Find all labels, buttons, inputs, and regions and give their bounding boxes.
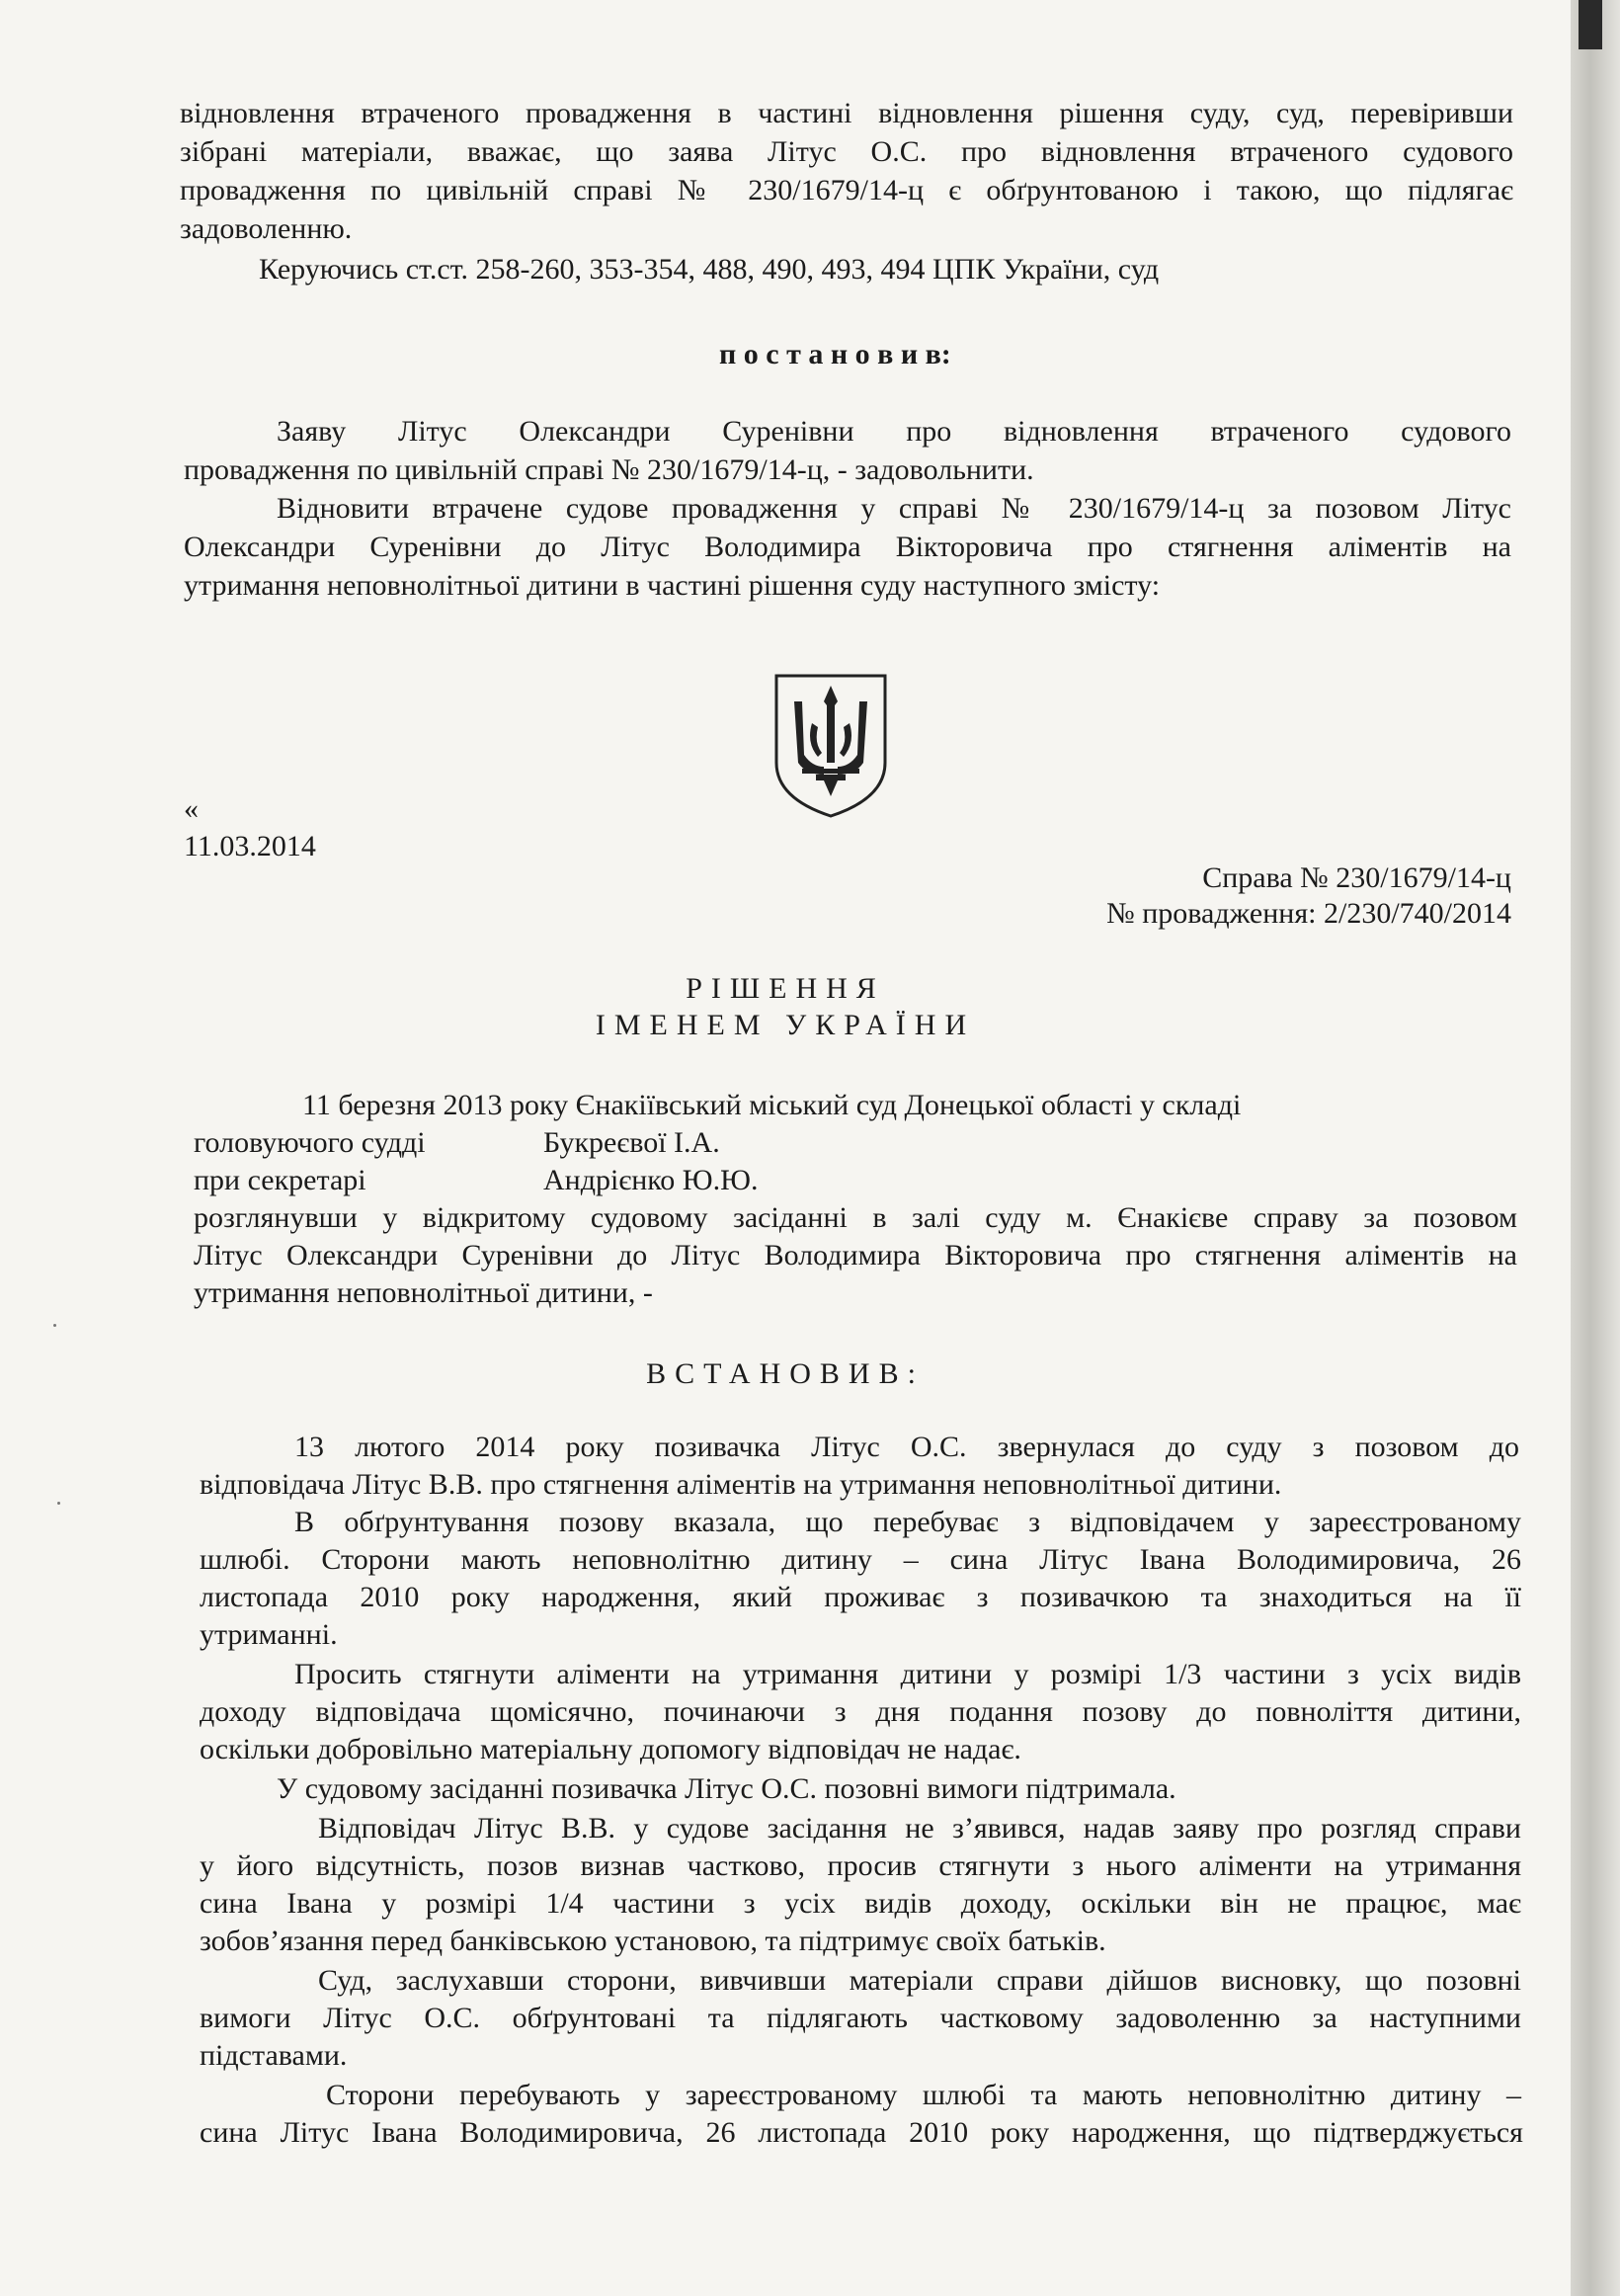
decision-title: РІШЕННЯ	[686, 972, 885, 1005]
body-line-14: зобов’язання перед банківською установою, та підтримує своїх батьків.	[200, 1925, 1106, 1957]
page-edge-corner	[1579, 0, 1602, 49]
body-line-17: підставами.	[200, 2039, 348, 2072]
intro-line-1: відновлення втраченого провадження в частині відновлення рішення суду, суд, перевіривши	[180, 97, 1513, 129]
intro-line-3: провадження по цивільній справі № 230/1679/14-ц є обґрунтованою і такою, що підлягає	[180, 174, 1513, 206]
intro-line-5: Керуючись ст.ст. 258-260, 353-354, 488, 490, 493, 494 ЦПК України, суд	[259, 253, 1160, 286]
body-line-12: у його відсутність, позов визнав частково, просив стягнути з нього аліменти на утримання	[200, 1849, 1521, 1882]
body-line-16: вимоги Літус О.С. обґрунтовані та підлягають частковому задоволенню за наступними	[200, 2002, 1521, 2034]
resolution-p1-line-2: провадження по цивільній справі № 230/1679/14-ц, - задовольнити.	[184, 453, 1034, 486]
established-heading: ВСТАНОВИВ:	[646, 1357, 925, 1390]
body-line-1: 13 лютого 2014 року позивачка Літус О.С. звернулася до суду з позовом до	[294, 1431, 1519, 1463]
decision-subtitle: ІМЕНЕМ УКРАЇНИ	[595, 1009, 976, 1041]
body-line-3: В обґрунтування позову вказала, що перебуває з відповідачем у зареєстрованому	[294, 1506, 1521, 1538]
page-edge-shadow	[1571, 0, 1620, 2296]
resolution-p1-line-1: Заяву Літус Олександри Суренівни про відновлення втраченого судового	[277, 415, 1511, 448]
body-line-18: Сторони перебувають у зареєстрованому шлюбі та мають неповнолітню дитину –	[326, 2079, 1521, 2111]
coat-of-arms-icon	[772, 672, 889, 820]
court-line-1: 11 березня 2013 року Єнакіївський міський суд Донецької області у складі	[302, 1089, 1242, 1121]
court-line-5: Літус Олександри Суренівни до Літус Володимира Вікторовича про стягнення аліментів на	[194, 1239, 1517, 1271]
body-line-8: доходу відповідача щомісячно, починаючи з дня подання позову до повноліття дитини,	[200, 1695, 1521, 1728]
body-line-19: сина Літус Івана Володимировича, 26 листопада 2010 року народження, що підтверджується	[200, 2116, 1523, 2149]
body-line-6: утриманні.	[200, 1618, 338, 1651]
quote-mark: «	[184, 792, 199, 825]
body-line-15: Суд, заслухавши сторони, вивчивши матеріали справи дійшов висновку, що позовні	[318, 1964, 1521, 1997]
body-line-11: Відповідач Літус В.В. у судове засідання не з’явився, надав заяву про розгляд справи	[318, 1812, 1521, 1845]
resolution-p2-line-1: Відновити втрачене судове провадження у справі № 230/1679/14-ц за позовом Літус	[277, 492, 1511, 525]
intro-line-4: задоволенню.	[180, 212, 353, 245]
intro-line-2: зібрані матеріали, вважає, що заява Літус О.С. про відновлення втраченого судового	[180, 135, 1513, 168]
resolution-heading: п о с т а н о в и в:	[719, 338, 951, 370]
secretary-label: при секретарі	[194, 1164, 366, 1196]
judge-label: головуючого судді	[194, 1126, 426, 1159]
body-line-5: листопада 2010 року народження, який проживає з позивачкою та знаходиться на її	[200, 1581, 1521, 1613]
document-date: 11.03.2014	[184, 830, 316, 862]
body-line-13: сина Івана у розмірі 1/4 частини з усіх видів доходу, оскільки він не працює, має	[200, 1887, 1521, 1920]
body-line-7: Просить стягнути аліменти на утримання дитини у розмірі 1/3 частини з усіх видів	[294, 1658, 1521, 1690]
resolution-p2-line-2: Олександри Суренівни до Літус Володимира Вікторовича про стягнення аліментів на	[184, 531, 1511, 563]
body-line-10: У судовому засіданні позивачка Літус О.С. позовні вимоги підтримала.	[277, 1772, 1176, 1805]
judge-name: Букреєвої І.А.	[543, 1126, 720, 1159]
court-line-4: розглянувши у відкритому судовому засіданні в залі суду м. Єнакієве справу за позовом	[194, 1201, 1517, 1234]
resolution-p2-line-3: утримання неповнолітньої дитини в частині рішення суду наступного змісту:	[184, 569, 1161, 602]
body-line-9: оскільки добровільно матеріальну допомогу відповідач не надає.	[200, 1733, 1021, 1765]
body-line-2: відповідача Літус В.В. про стягнення аліментів на утримання неповнолітньої дитини.	[200, 1468, 1282, 1501]
secretary-name: Андрієнко Ю.Ю.	[543, 1164, 759, 1196]
court-line-6: утримання неповнолітньої дитини, -	[194, 1276, 653, 1309]
case-number: Справа № 230/1679/14-ц	[1202, 861, 1511, 894]
proceeding-number: № провадження: 2/230/740/2014	[1106, 897, 1511, 930]
body-line-4: шлюбі. Сторони мають неповнолітню дитину – сина Літус Івана Володимировича, 26	[200, 1543, 1521, 1576]
scan-speck	[53, 1324, 56, 1327]
scan-speck	[57, 1502, 60, 1505]
